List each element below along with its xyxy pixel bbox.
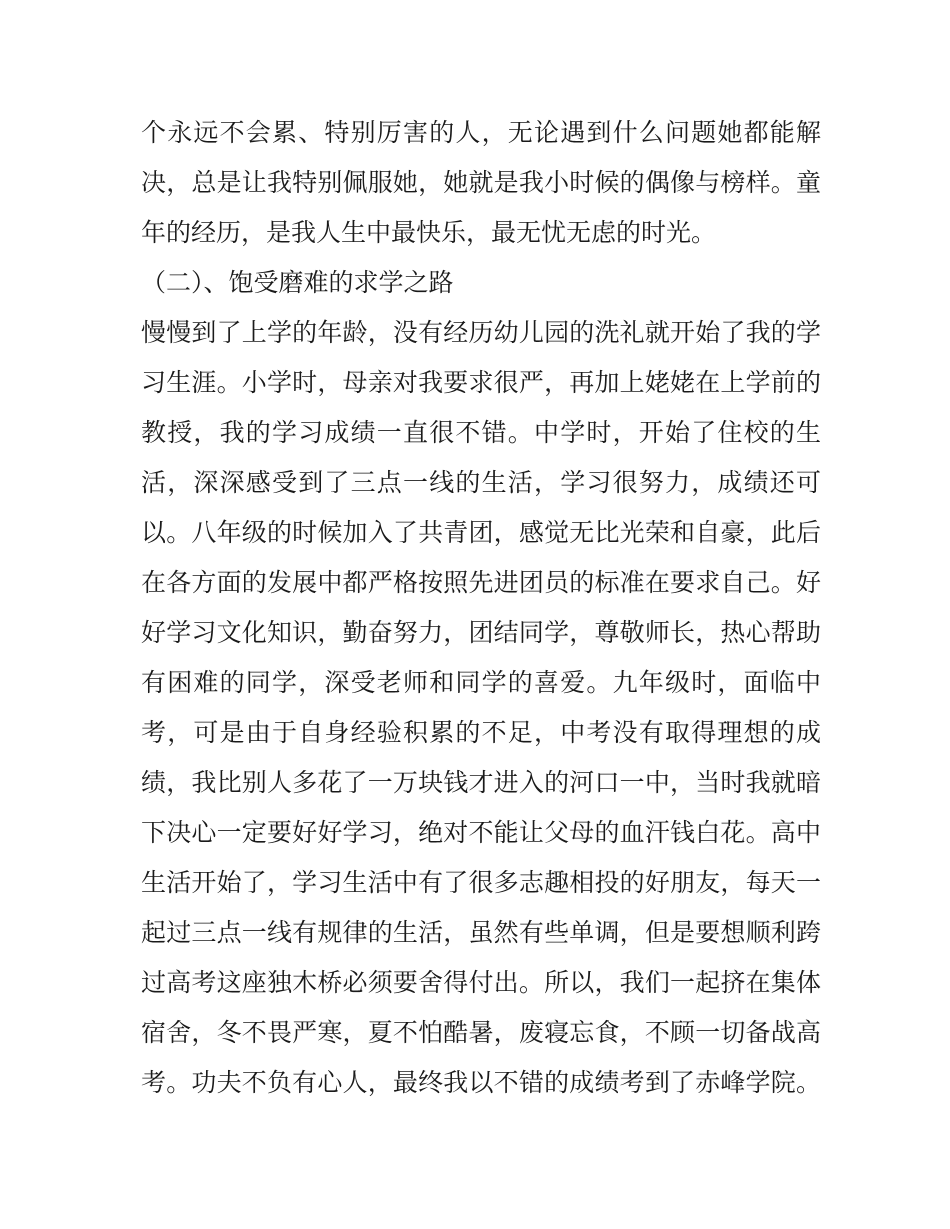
text-line: 过高考这座独木桥必须要舍得付出。所以，我们一起挤在集体	[141, 968, 821, 997]
text-line: 好学习文化知识，勤奋努力，团结同学，尊敬师长，热心帮助	[141, 618, 821, 647]
text-line: 考，可是由于自身经验积累的不足，中考没有取得理想的成	[141, 718, 821, 747]
text-line: 宿舍，冬不畏严寒，夏不怕酷暑，废寝忘食，不顾一切备战高	[141, 1018, 821, 1047]
text-line: 决，总是让我特别佩服她，她就是我小时候的偶像与榜样。童	[141, 168, 821, 197]
text-line: 年的经历，是我人生中最快乐，最无忧无虑的时光。	[141, 218, 717, 247]
text-line: 慢慢到了上学的年龄，没有经历幼儿园的洗礼就开始了我的学	[141, 318, 821, 347]
text-line: 在各方面的发展中都严格按照先进团员的标准在要求自己。好	[141, 568, 821, 597]
text-line: 绩，我比别人多花了一万块钱才进入的河口一中，当时我就暗	[141, 768, 821, 797]
text-line: 生活开始了，学习生活中有了很多志趣相投的好朋友，每天一	[141, 868, 821, 897]
section-heading: （二）、饱受磨难的求学之路	[141, 268, 454, 297]
text-line: 起过三点一线有规律的生活，虽然有些单调，但是要想顺利跨	[141, 918, 821, 947]
text-line: 有困难的同学，深受老师和同学的喜爱。九年级时，面临中	[141, 668, 821, 697]
text-line: 以。八年级的时候加入了共青团，感觉无比光荣和自豪，此后	[141, 518, 821, 547]
text-line: 习生涯。小学时，母亲对我要求很严，再加上姥姥在上学前的	[141, 368, 821, 397]
text-line: 个永远不会累、特别厉害的人，无论遇到什么问题她都能解	[141, 118, 821, 147]
text-line: 活，深深感受到了三点一线的生活，学习很努力，成绩还可	[141, 468, 821, 497]
text-line: 下决心一定要好好学习，绝对不能让父母的血汗钱白花。高中	[141, 818, 821, 847]
text-line: 教授，我的学习成绩一直很不错。中学时，开始了住校的生	[141, 418, 821, 447]
text-line: 考。功夫不负有心人，最终我以不错的成绩考到了赤峰学院。	[141, 1068, 821, 1097]
